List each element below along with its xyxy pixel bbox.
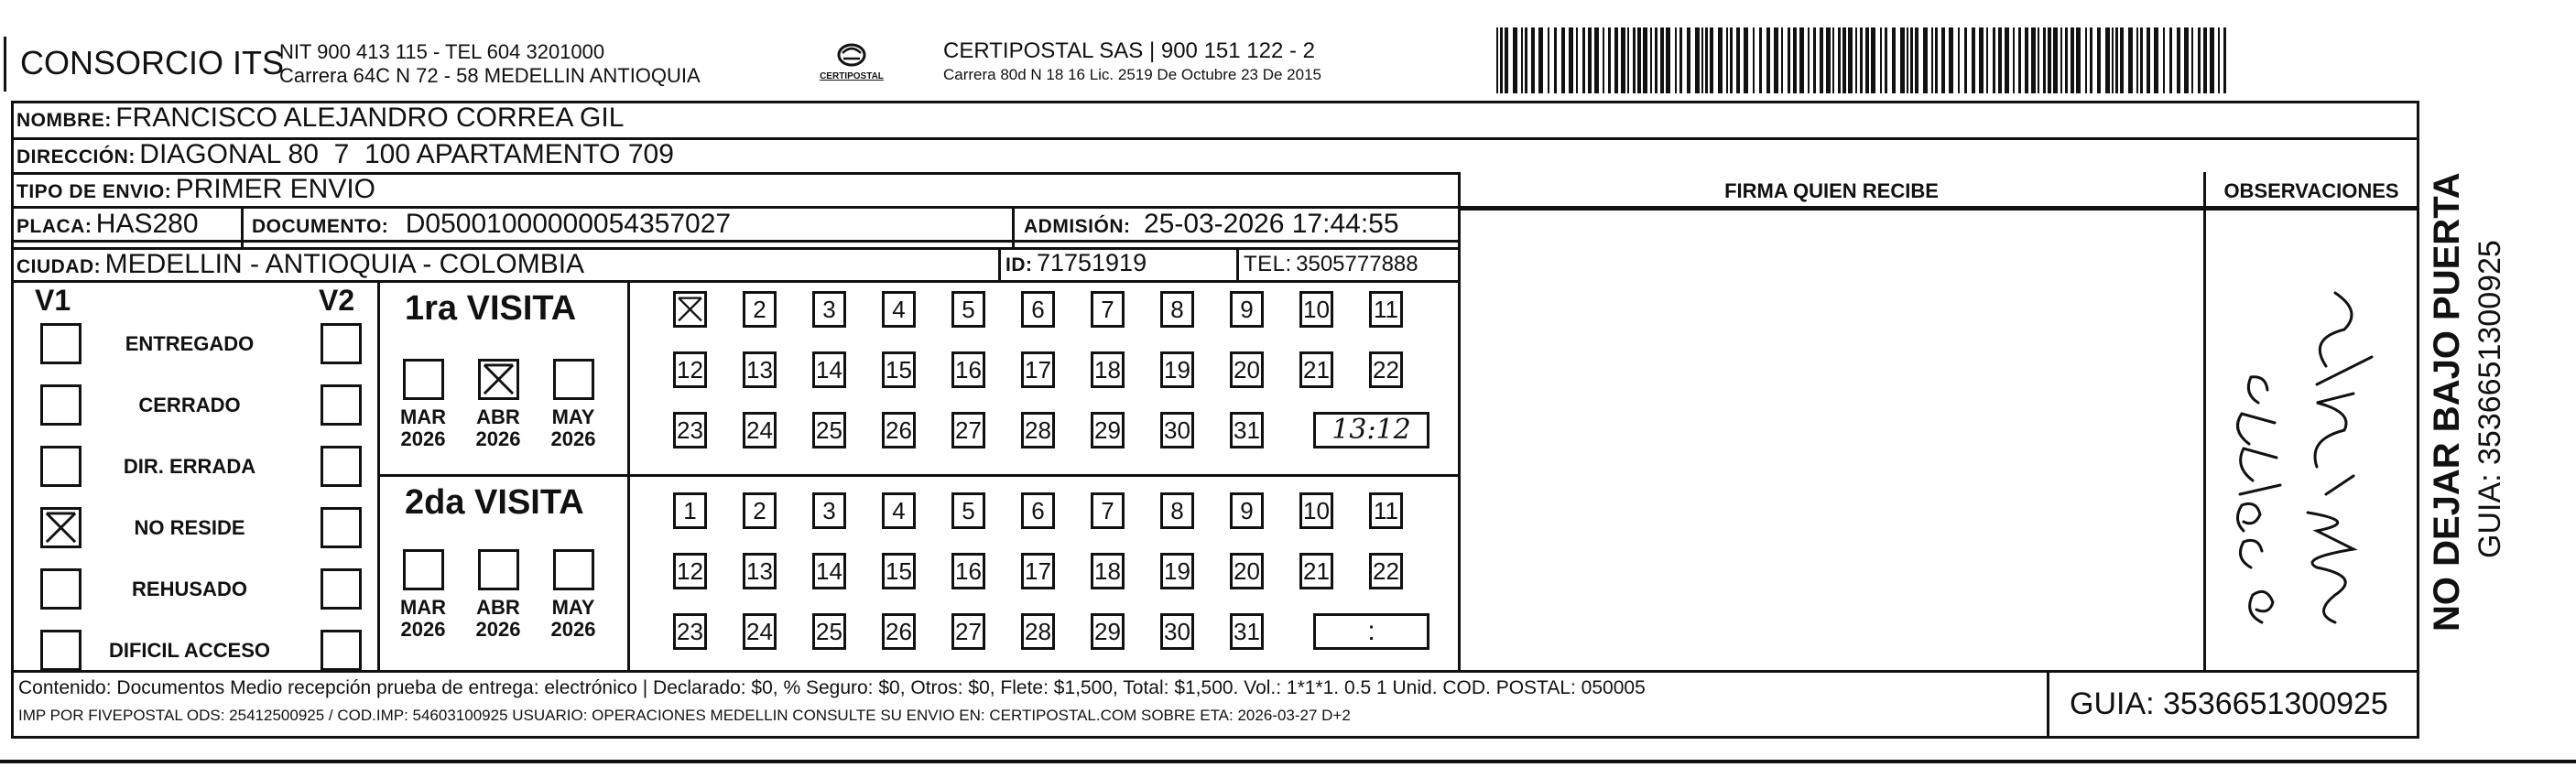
barcode-bar: [2191, 27, 2193, 93]
carrier-address: Carrera 80d N 18 16 Lic. 2519 De Octubre 23 De 2015: [943, 66, 1321, 83]
barcode-bar: [1964, 27, 1967, 93]
barcode-bar: [2184, 27, 2189, 93]
barcode-bar: [1820, 27, 1823, 93]
v2-label: V2: [319, 284, 355, 317]
day-box[interactable]: 27: [951, 412, 985, 448]
day-box[interactable]: 30: [1160, 412, 1194, 448]
tipo-row: [16, 174, 375, 205]
barcode-bar: [1848, 27, 1853, 93]
x-mark-icon: [481, 362, 516, 397]
day-box[interactable]: 31: [1230, 412, 1264, 448]
documento-value: D05001000000054357027: [405, 209, 732, 239]
day-box[interactable]: [673, 291, 707, 328]
month-checkbox[interactable]: [403, 359, 444, 400]
barcode-bar: [2005, 27, 2009, 93]
company-address: Carrera 64C N 72 - 58 MEDELLIN ANTIOQUIA: [279, 64, 701, 87]
barcode-bar: [1799, 27, 1804, 93]
barcode-bar: [2147, 27, 2150, 93]
barcode-bar: [1561, 27, 1565, 93]
barcode-bar: [1695, 27, 1700, 93]
day-box[interactable]: 18: [1091, 351, 1125, 388]
first-visit-title: 1ra VISITA: [405, 289, 577, 328]
day-box[interactable]: 6: [1021, 492, 1055, 529]
barcode-bar: [1666, 27, 1670, 93]
day-box[interactable]: 2: [743, 291, 777, 328]
id-label: ID:: [1005, 254, 1033, 275]
barcode-bar: [2112, 27, 2114, 93]
day-box[interactable]: 21: [1299, 553, 1333, 589]
x-mark-icon: [43, 510, 79, 546]
barcode-bar: [1865, 27, 1869, 93]
barcode-bar: [1525, 27, 1527, 93]
barcode-bar: [1637, 27, 1641, 93]
barcode-bar: [1594, 27, 1599, 93]
barcode-bar: [2097, 27, 2101, 93]
barcode-bar: [1766, 27, 1770, 93]
barcode-bar: [1500, 27, 1503, 93]
barcode-bar: [2218, 27, 2220, 93]
side-warning: NO DEJAR BAJO PUERTA: [2427, 172, 2467, 632]
month-checkbox[interactable]: [553, 549, 594, 590]
second-visit-title: 2da VISITA: [405, 483, 584, 522]
day-box[interactable]: 23: [673, 412, 707, 448]
status-v1-checkbox[interactable]: [40, 323, 82, 364]
month-label: ABR 2026: [475, 596, 521, 641]
month-label: MAR 2026: [399, 405, 447, 450]
barcode-bar: [1759, 27, 1762, 93]
barcode-bar: [2048, 27, 2051, 93]
barcode-bar: [1808, 27, 1810, 93]
status-v1-checkbox[interactable]: [40, 384, 82, 426]
carrier-logo-text: CERTIPOSTAL: [820, 71, 884, 81]
day-box[interactable]: 5: [951, 291, 985, 328]
day-box[interactable]: 29: [1091, 613, 1125, 650]
barcode-bar: [2038, 27, 2039, 93]
status-v1-checkbox[interactable]: [40, 446, 82, 487]
status-v2-checkbox[interactable]: [321, 507, 362, 548]
barcode-bar: [1687, 27, 1690, 93]
day-box[interactable]: 16: [951, 351, 985, 388]
id-cell: [1005, 249, 1147, 277]
barcode-bar: [1655, 27, 1658, 93]
barcode-bar: [1705, 27, 1708, 93]
day-box[interactable]: 22: [1369, 351, 1403, 388]
day-box[interactable]: 12: [673, 351, 707, 388]
barcode-bar: [1576, 27, 1578, 93]
barcode-bar: [1569, 27, 1573, 93]
barcode-bar: [2013, 27, 2015, 93]
barcode-bar: [1855, 27, 1857, 93]
direccion-value: DIAGONAL 80 7 100 APARTAMENTO 709: [139, 139, 674, 169]
day-box[interactable]: 12: [673, 553, 707, 589]
barcode-bar: [1538, 27, 1543, 93]
day-box[interactable]: 13: [743, 553, 777, 589]
barcode-bar: [1958, 27, 1960, 93]
day-box[interactable]: 5: [951, 492, 985, 529]
barcode-bar: [1730, 27, 1733, 93]
barcode-bar: [2120, 27, 2124, 93]
day-box[interactable]: 30: [1160, 613, 1194, 650]
barcode-bar: [1660, 27, 1664, 93]
barcode-bar: [1531, 27, 1535, 93]
day-box[interactable]: 15: [882, 553, 916, 589]
day-box[interactable]: 11: [1369, 291, 1403, 328]
month-checkbox[interactable]: [403, 549, 444, 590]
barcode-bar: [2105, 27, 2110, 93]
nombre-row: [16, 103, 624, 134]
tel-label: TEL:: [1244, 252, 1292, 276]
company-name: CONSORCIO ITS: [20, 44, 285, 81]
barcode-bar: [1633, 27, 1636, 93]
month-label: ABR 2026: [475, 405, 521, 450]
barcode-bar: [1710, 27, 1713, 93]
status-label: NO RESIDE: [134, 516, 245, 539]
barcode-bar: [1860, 27, 1863, 93]
barcode-bar: [2136, 27, 2138, 93]
x-mark-icon: [676, 294, 704, 325]
barcode-bar: [1832, 27, 1834, 93]
tel-cell: [1244, 252, 1418, 277]
observaciones-header: OBSERVACIONES: [2223, 179, 2399, 202]
hour-box[interactable]: 13:12: [1313, 412, 1429, 448]
barcode-bar: [1505, 27, 1508, 93]
barcode-bar: [1813, 27, 1816, 93]
day-box[interactable]: 4: [882, 291, 916, 328]
admision-value: 25-03-2026 17:44:55: [1143, 209, 1399, 239]
status-v2-checkbox[interactable]: [321, 323, 362, 364]
barcode-bar: [1650, 27, 1652, 93]
side-guia: GUIA: 3536651300925: [2473, 240, 2507, 558]
day-box[interactable]: 16: [951, 553, 985, 589]
day-box[interactable]: 14: [812, 351, 846, 388]
header: [0, 0, 2576, 101]
day-box[interactable]: 29: [1091, 412, 1125, 448]
status-v1-checkbox[interactable]: [40, 630, 82, 671]
barcode-bar: [2043, 27, 2046, 93]
footer-imp: IMP POR FIVEPOSTAL ODS: 25412500925 / COD.IMP: 54603100925 USUARIO: OPERACIONES MEDELLIN CONSULTE SU ENVIO EN: CERTIPOSTAL.COM SOBRE ETA: 2026-03-27 D+2: [18, 707, 1351, 724]
hour-box[interactable]: :: [1313, 613, 1429, 650]
day-box[interactable]: 28: [1021, 412, 1055, 448]
barcode-bar: [1900, 27, 1905, 93]
barcode-bar: [1608, 27, 1611, 93]
documento-label: DOCUMENTO:: [252, 216, 389, 237]
status-label: ENTREGADO: [125, 332, 255, 355]
barcode-bar: [1781, 27, 1783, 93]
day-box[interactable]: 21: [1299, 351, 1333, 388]
day-box[interactable]: 23: [673, 613, 707, 650]
barcode-bar: [1554, 27, 1557, 93]
day-box[interactable]: 17: [1021, 351, 1055, 388]
status-label: CERRADO: [138, 394, 241, 416]
barcode-bar: [1842, 27, 1846, 93]
barcode-bar: [1679, 27, 1682, 93]
day-box[interactable]: 25: [812, 613, 846, 650]
barcode-bar: [1910, 27, 1913, 93]
day-box[interactable]: 19: [1160, 553, 1194, 589]
barcode-bar: [2085, 27, 2087, 93]
barcode-bar: [2071, 27, 2074, 93]
status-v2-checkbox[interactable]: [321, 630, 362, 671]
day-box[interactable]: 8: [1160, 291, 1194, 328]
barcode-bar: [1871, 27, 1875, 93]
day-box[interactable]: 31: [1230, 613, 1264, 650]
barcode-bar: [2163, 27, 2165, 93]
barcode-bar: [1880, 27, 1882, 93]
month-checkbox[interactable]: [478, 359, 519, 400]
barcode-bar: [1993, 27, 1995, 93]
day-box[interactable]: 24: [743, 613, 777, 650]
day-box[interactable]: 3: [812, 492, 846, 529]
barcode-bar: [1614, 27, 1618, 93]
company-nit: NIT 900 413 115 - TEL 604 3201000: [279, 40, 605, 63]
placa-label: PLACA:: [16, 216, 92, 237]
barcode-bar: [2169, 27, 2172, 93]
day-box[interactable]: 11: [1369, 492, 1403, 529]
day-box[interactable]: 3: [812, 291, 846, 328]
day-box[interactable]: 25: [812, 412, 846, 448]
status-v1-checkbox[interactable]: [40, 507, 82, 548]
barcode-bar: [1582, 27, 1585, 93]
barcode-bar: [2210, 27, 2214, 93]
barcode-bar: [2154, 27, 2158, 93]
placa-value: HAS280: [95, 209, 199, 239]
footer-content: Contenido: Documentos Medio recepción prueba de entrega: electrónico | Declarado: $0, % Seguro: $0, Otros: $0, Flete: $1,500, Total: $1,500. Vol.: 1*1*1. 0.5 1 Unid. COD. POSTAL: 050005: [18, 677, 1646, 698]
ciudad-cell: [16, 249, 584, 280]
day-box[interactable]: 18: [1091, 553, 1125, 589]
documento-cell: [252, 209, 731, 240]
handwritten-observation: [2225, 256, 2408, 650]
barcode-bar: [1588, 27, 1592, 93]
barcode-bar: [1998, 27, 2002, 93]
barcode-bar: [1885, 27, 1887, 93]
day-box[interactable]: 26: [882, 613, 916, 650]
barcode-bar: [1675, 27, 1677, 93]
barcode-bar: [1753, 27, 1755, 93]
day-box[interactable]: 24: [743, 412, 777, 448]
barcode-bar: [1603, 27, 1604, 93]
barcode-bar: [2031, 27, 2036, 93]
barcode-bar: [2076, 27, 2081, 93]
barcode-bar: [1915, 27, 1918, 93]
day-box[interactable]: 9: [1230, 291, 1264, 328]
barcode-bar: [1548, 27, 1549, 93]
nombre-value: FRANCISCO ALEJANDRO CORREA GIL: [115, 103, 625, 133]
barcode-bar: [1496, 27, 1498, 93]
day-box[interactable]: 15: [882, 351, 916, 388]
status-v2-checkbox[interactable]: [321, 446, 362, 487]
barcode-bar: [2115, 27, 2118, 93]
barcode-bar: [2060, 27, 2062, 93]
ciudad-label: CIUDAD:: [16, 256, 102, 277]
id-value: 71751919: [1036, 249, 1147, 276]
carrier-logo: [815, 40, 888, 90]
footer-guia: GUIA: 3536651300925: [2070, 686, 2388, 721]
barcode-bar: [1907, 27, 1908, 93]
admision-cell: [1024, 209, 1399, 240]
barcode-bar: [2128, 27, 2133, 93]
barcode-bar: [1774, 27, 1778, 93]
carrier-name: CERTIPOSTAL SAS | 900 151 122 - 2: [943, 38, 1315, 63]
barcode-bar: [2203, 27, 2207, 93]
ciudad-value: MEDELLIN - ANTIOQUIA - COLOMBIA: [104, 249, 585, 279]
barcode-bar: [1793, 27, 1797, 93]
day-box[interactable]: 2: [743, 492, 777, 529]
status-v2-checkbox[interactable]: [321, 568, 362, 610]
day-box[interactable]: 20: [1230, 553, 1264, 589]
placa-cell: [16, 209, 199, 240]
barcode-bar: [1521, 27, 1523, 93]
month-label: MAR 2026: [399, 596, 447, 641]
v1-label: V1: [35, 284, 71, 317]
barcode-bar: [1892, 27, 1896, 93]
day-box[interactable]: 14: [812, 553, 846, 589]
barcode-bar: [1718, 27, 1723, 93]
barcode-bar: [2018, 27, 2021, 93]
barcode-bar: [1621, 27, 1625, 93]
barcode-bar: [2053, 27, 2058, 93]
barcode-bar: [1941, 27, 1945, 93]
day-box[interactable]: 27: [951, 613, 985, 650]
day-box[interactable]: 19: [1160, 351, 1194, 388]
day-box[interactable]: 9: [1230, 492, 1264, 529]
day-box[interactable]: 26: [882, 412, 916, 448]
barcode-bar: [2223, 27, 2226, 93]
barcode-bar: [2140, 27, 2143, 93]
barcode-bar: [1838, 27, 1841, 93]
day-box[interactable]: 4: [882, 492, 916, 529]
barcode-bar: [1627, 27, 1629, 93]
status-label: REHUSADO: [132, 578, 247, 600]
month-label: MAY 2026: [550, 596, 596, 641]
day-box[interactable]: 1: [673, 492, 707, 529]
day-box[interactable]: 17: [1021, 553, 1055, 589]
nombre-label: NOMBRE:: [16, 110, 112, 131]
barcode-bar: [2090, 27, 2092, 93]
firma-header: FIRMA QUIEN RECIBE: [1724, 179, 1939, 202]
barcode-bar: [2177, 27, 2180, 93]
barcode-bar: [2198, 27, 2201, 93]
barcode-bar: [1788, 27, 1790, 93]
barcode-bar: [1643, 27, 1647, 93]
barcode-bar: [1701, 27, 1703, 93]
barcode-bar: [1949, 27, 1953, 93]
barcode-bar: [2025, 27, 2028, 93]
barcode-bar: [1979, 27, 1984, 93]
direccion-row: [16, 139, 674, 170]
barcode: [1496, 27, 2229, 93]
day-box[interactable]: 20: [1230, 351, 1264, 388]
month-checkbox[interactable]: [478, 549, 519, 590]
barcode-bar: [1726, 27, 1728, 93]
day-box[interactable]: 13: [743, 351, 777, 388]
barcode-bar: [1826, 27, 1831, 93]
barcode-bar: [1986, 27, 1988, 93]
barcode-bar: [1923, 27, 1928, 93]
tipo-label: TIPO DE ENVIO:: [16, 181, 172, 202]
tipo-value: PRIMER ENVIO: [175, 174, 376, 204]
day-box[interactable]: 10: [1299, 492, 1333, 529]
day-box[interactable]: 10: [1299, 291, 1333, 328]
barcode-bar: [1744, 27, 1748, 93]
month-label: MAY 2026: [550, 405, 596, 450]
admision-label: ADMISIÓN:: [1024, 216, 1131, 237]
barcode-bar: [1972, 27, 1975, 93]
status-v2-checkbox[interactable]: [321, 384, 362, 426]
status-label: DIR. ERRADA: [123, 455, 256, 478]
barcode-bar: [2065, 27, 2068, 93]
day-box[interactable]: 7: [1091, 492, 1125, 529]
day-box[interactable]: 22: [1369, 553, 1403, 589]
day-box[interactable]: 8: [1160, 492, 1194, 529]
day-box[interactable]: 28: [1021, 613, 1055, 650]
barcode-bar: [1513, 27, 1517, 93]
status-label: DIFICIL ACCESO: [108, 639, 270, 662]
barcode-bar: [1931, 27, 1933, 93]
day-box[interactable]: 7: [1091, 291, 1125, 328]
status-v1-checkbox[interactable]: [40, 568, 82, 610]
day-box[interactable]: 6: [1021, 291, 1055, 328]
direccion-label: DIRECCIÓN:: [16, 146, 136, 167]
barcode-bar: [1935, 27, 1938, 93]
barcode-bar: [1736, 27, 1740, 93]
tel-value: 3505777888: [1296, 252, 1418, 276]
month-checkbox[interactable]: [553, 359, 594, 400]
